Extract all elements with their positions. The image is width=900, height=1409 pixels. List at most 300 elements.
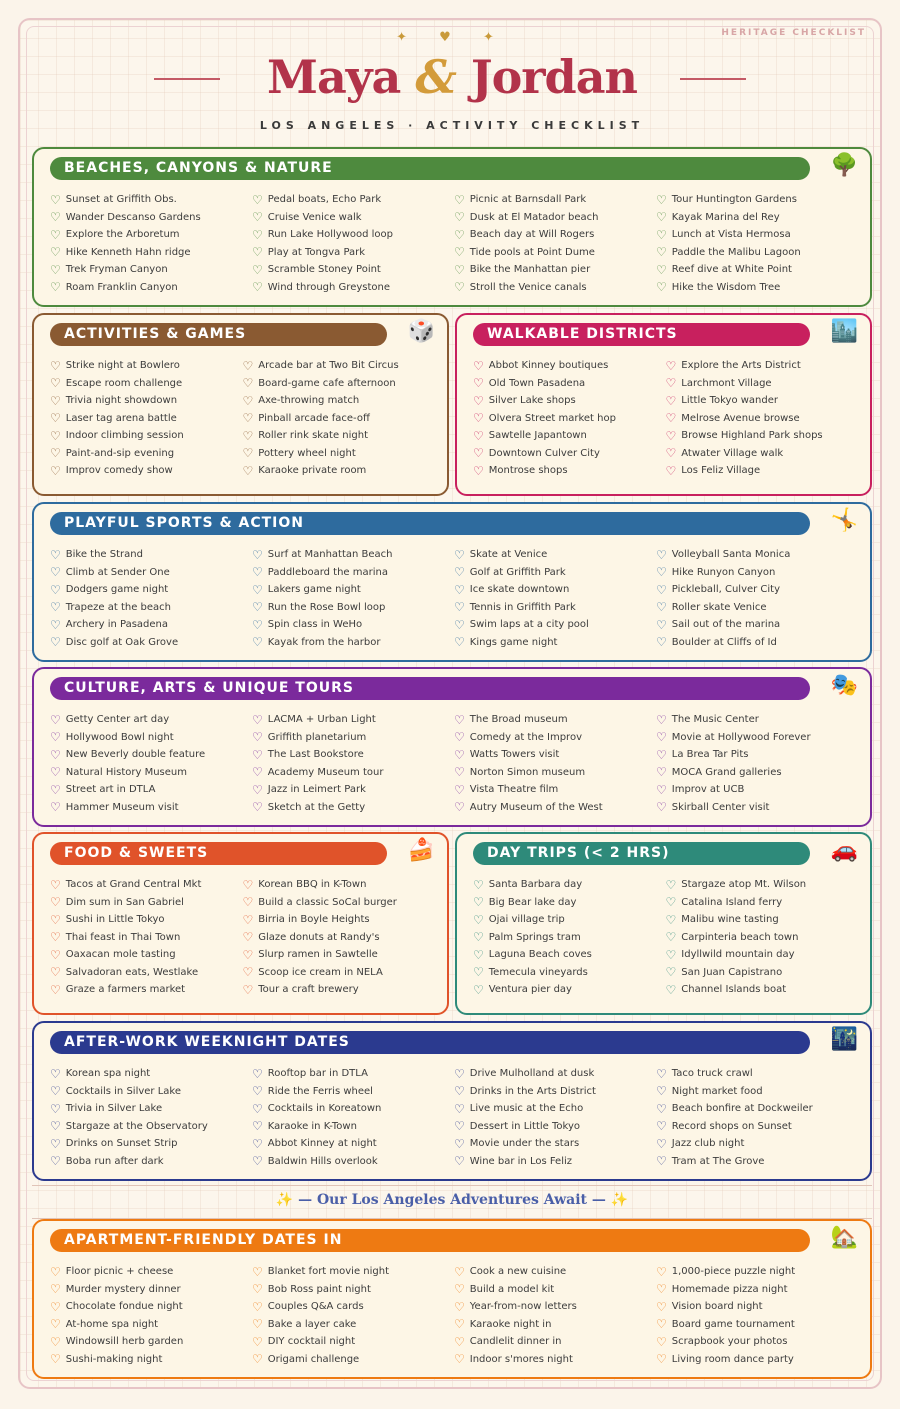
heart-outline-icon[interactable]: ♡ — [50, 1334, 61, 1349]
heart-outline-icon[interactable]: ♡ — [252, 262, 263, 277]
heart-outline-icon[interactable]: ♡ — [656, 600, 667, 615]
heart-outline-icon[interactable]: ♡ — [473, 446, 484, 461]
checklist-item[interactable] — [454, 226, 656, 244]
checklist-item[interactable] — [473, 964, 666, 982]
checklist-item[interactable] — [50, 1281, 252, 1299]
heart-outline-icon[interactable]: ♡ — [50, 782, 61, 797]
heart-outline-icon[interactable]: ♡ — [50, 358, 61, 373]
checklist-item[interactable] — [50, 929, 243, 947]
checklist-item[interactable] — [656, 1333, 858, 1351]
heart-outline-icon[interactable]: ♡ — [454, 635, 465, 650]
checklist-item[interactable] — [50, 375, 243, 393]
heart-outline-icon[interactable]: ♡ — [473, 393, 484, 408]
heart-outline-icon[interactable]: ♡ — [454, 245, 465, 260]
checklist-item[interactable] — [50, 634, 252, 652]
checklist-item[interactable] — [656, 781, 858, 799]
heart-outline-icon[interactable]: ♡ — [242, 428, 254, 443]
checklist-item[interactable] — [252, 1281, 454, 1299]
heart-outline-icon[interactable]: ♡ — [656, 635, 667, 650]
checklist-item[interactable] — [656, 226, 858, 244]
heart-outline-icon[interactable]: ♡ — [665, 877, 677, 892]
checklist-item[interactable] — [656, 1298, 858, 1316]
heart-outline-icon[interactable]: ♡ — [656, 800, 667, 815]
heart-outline-icon[interactable]: ♡ — [454, 227, 465, 242]
checklist-item[interactable] — [50, 1065, 252, 1083]
checklist-item[interactable] — [454, 1153, 656, 1171]
heart-outline-icon[interactable]: ♡ — [50, 547, 61, 562]
checklist-item[interactable] — [454, 1333, 656, 1351]
checklist-item[interactable] — [252, 226, 454, 244]
checklist-item[interactable] — [473, 929, 666, 947]
heart-outline-icon[interactable]: ♡ — [665, 358, 677, 373]
heart-outline-icon[interactable]: ♡ — [473, 463, 484, 478]
heart-outline-icon[interactable]: ♡ — [665, 912, 677, 927]
checklist-item[interactable] — [50, 946, 243, 964]
checklist-item[interactable] — [656, 1065, 858, 1083]
heart-outline-icon[interactable]: ♡ — [656, 262, 667, 277]
heart-outline-icon[interactable]: ♡ — [473, 411, 484, 426]
checklist-item[interactable] — [454, 1100, 656, 1118]
heart-outline-icon[interactable]: ♡ — [242, 877, 254, 892]
heart-outline-icon[interactable]: ♡ — [50, 1317, 61, 1332]
heart-outline-icon[interactable]: ♡ — [656, 210, 667, 225]
checklist-item[interactable] — [243, 981, 436, 999]
checklist-item[interactable] — [50, 427, 243, 445]
heart-outline-icon[interactable]: ♡ — [50, 192, 61, 207]
heart-outline-icon[interactable]: ♡ — [50, 1066, 61, 1081]
heart-outline-icon[interactable]: ♡ — [656, 1299, 667, 1314]
heart-outline-icon[interactable]: ♡ — [656, 1101, 667, 1116]
checklist-item[interactable] — [454, 279, 656, 297]
checklist-item[interactable] — [243, 410, 436, 428]
heart-outline-icon[interactable]: ♡ — [665, 376, 677, 391]
checklist-item[interactable] — [656, 634, 858, 652]
checklist-item[interactable] — [252, 1065, 454, 1083]
checklist-item[interactable] — [50, 410, 243, 428]
heart-outline-icon[interactable]: ♡ — [473, 428, 484, 443]
checklist-item[interactable] — [50, 226, 252, 244]
heart-outline-icon[interactable]: ♡ — [665, 982, 677, 997]
checklist-item[interactable] — [50, 729, 252, 747]
checklist-item[interactable] — [656, 1118, 858, 1136]
checklist-item[interactable] — [50, 711, 252, 729]
heart-outline-icon[interactable]: ♡ — [665, 965, 677, 980]
checklist-item[interactable] — [666, 462, 859, 480]
heart-outline-icon[interactable]: ♡ — [242, 982, 254, 997]
checklist-item[interactable] — [454, 581, 656, 599]
heart-outline-icon[interactable]: ♡ — [252, 582, 263, 597]
checklist-item[interactable] — [454, 634, 656, 652]
checklist-item[interactable] — [50, 616, 252, 634]
heart-outline-icon[interactable]: ♡ — [242, 895, 254, 910]
checklist-item[interactable] — [454, 799, 656, 817]
heart-outline-icon[interactable]: ♡ — [252, 1317, 263, 1332]
heart-outline-icon[interactable]: ♡ — [50, 227, 61, 242]
checklist-item[interactable] — [252, 634, 454, 652]
checklist-item[interactable] — [252, 599, 454, 617]
checklist-item[interactable] — [252, 1118, 454, 1136]
checklist-item[interactable] — [50, 799, 252, 817]
heart-outline-icon[interactable]: ♡ — [656, 565, 667, 580]
heart-outline-icon[interactable]: ♡ — [50, 730, 61, 745]
heart-outline-icon[interactable]: ♡ — [50, 1119, 61, 1134]
checklist-item[interactable] — [50, 911, 243, 929]
heart-outline-icon[interactable]: ♡ — [454, 1101, 465, 1116]
checklist-item[interactable] — [656, 1263, 858, 1281]
heart-outline-icon[interactable]: ♡ — [454, 1264, 465, 1279]
checklist-item[interactable] — [656, 564, 858, 582]
heart-outline-icon[interactable]: ♡ — [454, 565, 465, 580]
checklist-item[interactable] — [666, 894, 859, 912]
heart-outline-icon[interactable]: ♡ — [50, 376, 61, 391]
heart-outline-icon[interactable]: ♡ — [454, 712, 465, 727]
heart-outline-icon[interactable]: ♡ — [50, 280, 61, 295]
checklist-item[interactable] — [50, 581, 252, 599]
checklist-item[interactable] — [50, 1316, 252, 1334]
checklist-item[interactable] — [50, 445, 243, 463]
heart-outline-icon[interactable]: ♡ — [656, 1154, 667, 1169]
heart-outline-icon[interactable]: ♡ — [656, 1282, 667, 1297]
checklist-item[interactable] — [656, 746, 858, 764]
heart-outline-icon[interactable]: ♡ — [252, 1334, 263, 1349]
heart-outline-icon[interactable]: ♡ — [454, 1282, 465, 1297]
checklist-item[interactable] — [243, 929, 436, 947]
heart-outline-icon[interactable]: ♡ — [50, 1154, 61, 1169]
heart-outline-icon[interactable]: ♡ — [50, 600, 61, 615]
heart-outline-icon[interactable]: ♡ — [50, 210, 61, 225]
checklist-item[interactable] — [454, 764, 656, 782]
checklist-item[interactable] — [656, 261, 858, 279]
heart-outline-icon[interactable]: ♡ — [454, 1066, 465, 1081]
checklist-item[interactable] — [656, 581, 858, 599]
checklist-item[interactable] — [473, 375, 666, 393]
heart-outline-icon[interactable]: ♡ — [656, 1352, 667, 1367]
heart-outline-icon[interactable]: ♡ — [242, 463, 254, 478]
checklist-item[interactable] — [454, 244, 656, 262]
heart-outline-icon[interactable]: ♡ — [656, 582, 667, 597]
checklist-item[interactable] — [243, 894, 436, 912]
heart-outline-icon[interactable]: ♡ — [454, 600, 465, 615]
heart-outline-icon[interactable]: ♡ — [252, 765, 263, 780]
checklist-item[interactable] — [252, 244, 454, 262]
heart-outline-icon[interactable]: ♡ — [665, 895, 677, 910]
checklist-item[interactable] — [243, 392, 436, 410]
checklist-item[interactable] — [50, 964, 243, 982]
heart-outline-icon[interactable]: ♡ — [252, 635, 263, 650]
checklist-item[interactable] — [666, 375, 859, 393]
checklist-item[interactable] — [656, 279, 858, 297]
heart-outline-icon[interactable]: ♡ — [50, 582, 61, 597]
checklist-item[interactable] — [50, 781, 252, 799]
heart-outline-icon[interactable]: ♡ — [252, 1352, 263, 1367]
checklist-item[interactable] — [666, 410, 859, 428]
heart-outline-icon[interactable]: ♡ — [454, 1352, 465, 1367]
checklist-item[interactable] — [252, 1298, 454, 1316]
checklist-item[interactable] — [252, 1083, 454, 1101]
checklist-item[interactable] — [50, 279, 252, 297]
checklist-item[interactable] — [454, 746, 656, 764]
heart-outline-icon[interactable]: ♡ — [454, 1334, 465, 1349]
heart-outline-icon[interactable]: ♡ — [50, 1352, 61, 1367]
heart-outline-icon[interactable]: ♡ — [252, 192, 263, 207]
heart-outline-icon[interactable]: ♡ — [454, 747, 465, 762]
heart-outline-icon[interactable]: ♡ — [242, 411, 254, 426]
heart-outline-icon[interactable]: ♡ — [242, 965, 254, 980]
checklist-item[interactable] — [666, 911, 859, 929]
checklist-item[interactable] — [473, 981, 666, 999]
heart-outline-icon[interactable]: ♡ — [252, 1136, 263, 1151]
checklist-item[interactable] — [50, 546, 252, 564]
checklist-item[interactable] — [454, 1083, 656, 1101]
checklist-item[interactable] — [50, 1083, 252, 1101]
heart-outline-icon[interactable]: ♡ — [50, 393, 61, 408]
heart-outline-icon[interactable]: ♡ — [454, 1317, 465, 1332]
checklist-item[interactable] — [656, 764, 858, 782]
heart-outline-icon[interactable]: ♡ — [50, 617, 61, 632]
checklist-item[interactable] — [50, 1333, 252, 1351]
heart-outline-icon[interactable]: ♡ — [473, 358, 484, 373]
heart-outline-icon[interactable]: ♡ — [656, 1136, 667, 1151]
checklist-item[interactable] — [666, 445, 859, 463]
heart-outline-icon[interactable]: ♡ — [656, 1084, 667, 1099]
heart-outline-icon[interactable]: ♡ — [454, 192, 465, 207]
checklist-item[interactable] — [454, 209, 656, 227]
checklist-item[interactable] — [656, 711, 858, 729]
checklist-item[interactable] — [666, 427, 859, 445]
heart-outline-icon[interactable]: ♡ — [50, 565, 61, 580]
checklist-item[interactable] — [454, 711, 656, 729]
heart-outline-icon[interactable]: ♡ — [656, 1334, 667, 1349]
heart-outline-icon[interactable]: ♡ — [656, 1317, 667, 1332]
checklist-item[interactable] — [50, 764, 252, 782]
heart-outline-icon[interactable]: ♡ — [50, 245, 61, 260]
heart-outline-icon[interactable]: ♡ — [656, 245, 667, 260]
heart-outline-icon[interactable]: ♡ — [252, 730, 263, 745]
heart-outline-icon[interactable]: ♡ — [50, 947, 61, 962]
heart-outline-icon[interactable]: ♡ — [50, 895, 61, 910]
heart-outline-icon[interactable]: ♡ — [656, 280, 667, 295]
heart-outline-icon[interactable]: ♡ — [454, 782, 465, 797]
checklist-item[interactable] — [666, 929, 859, 947]
checklist-item[interactable] — [252, 1135, 454, 1153]
heart-outline-icon[interactable]: ♡ — [656, 1264, 667, 1279]
checklist-item[interactable] — [666, 964, 859, 982]
checklist-item[interactable] — [454, 564, 656, 582]
checklist-item[interactable] — [454, 1135, 656, 1153]
checklist-item[interactable] — [243, 876, 436, 894]
heart-outline-icon[interactable]: ♡ — [50, 635, 61, 650]
heart-outline-icon[interactable]: ♡ — [454, 1154, 465, 1169]
checklist-item[interactable] — [473, 911, 666, 929]
checklist-item[interactable] — [656, 1351, 858, 1369]
heart-outline-icon[interactable]: ♡ — [252, 227, 263, 242]
heart-outline-icon[interactable]: ♡ — [473, 877, 484, 892]
checklist-item[interactable] — [656, 1135, 858, 1153]
heart-outline-icon[interactable]: ♡ — [665, 463, 677, 478]
heart-outline-icon[interactable]: ♡ — [252, 547, 263, 562]
checklist-item[interactable] — [666, 392, 859, 410]
checklist-item[interactable] — [50, 1351, 252, 1369]
checklist-item[interactable] — [666, 357, 859, 375]
heart-outline-icon[interactable]: ♡ — [665, 930, 677, 945]
heart-outline-icon[interactable]: ♡ — [50, 1084, 61, 1099]
checklist-item[interactable] — [243, 357, 436, 375]
heart-outline-icon[interactable]: ♡ — [252, 245, 263, 260]
heart-outline-icon[interactable]: ♡ — [473, 376, 484, 391]
checklist-item[interactable] — [454, 616, 656, 634]
checklist-item[interactable] — [50, 1100, 252, 1118]
heart-outline-icon[interactable]: ♡ — [454, 1136, 465, 1151]
checklist-item[interactable] — [656, 1100, 858, 1118]
checklist-item[interactable] — [454, 1316, 656, 1334]
checklist-item[interactable] — [50, 1298, 252, 1316]
heart-outline-icon[interactable]: ♡ — [252, 617, 263, 632]
checklist-item[interactable] — [454, 1065, 656, 1083]
heart-outline-icon[interactable]: ♡ — [454, 800, 465, 815]
checklist-item[interactable] — [252, 1263, 454, 1281]
checklist-item[interactable] — [656, 244, 858, 262]
heart-outline-icon[interactable]: ♡ — [252, 600, 263, 615]
checklist-item[interactable] — [252, 1153, 454, 1171]
heart-outline-icon[interactable]: ♡ — [665, 947, 677, 962]
checklist-item[interactable] — [50, 392, 243, 410]
heart-outline-icon[interactable]: ♡ — [50, 1264, 61, 1279]
checklist-item[interactable] — [243, 427, 436, 445]
heart-outline-icon[interactable]: ♡ — [252, 280, 263, 295]
heart-outline-icon[interactable]: ♡ — [454, 1299, 465, 1314]
checklist-item[interactable] — [656, 599, 858, 617]
heart-outline-icon[interactable]: ♡ — [50, 411, 61, 426]
heart-outline-icon[interactable]: ♡ — [252, 1101, 263, 1116]
checklist-item[interactable] — [473, 392, 666, 410]
checklist-item[interactable] — [50, 357, 243, 375]
heart-outline-icon[interactable]: ♡ — [50, 1101, 61, 1116]
heart-outline-icon[interactable]: ♡ — [473, 895, 484, 910]
checklist-item[interactable] — [252, 781, 454, 799]
heart-outline-icon[interactable]: ♡ — [473, 965, 484, 980]
heart-outline-icon[interactable]: ♡ — [252, 210, 263, 225]
checklist-item[interactable] — [252, 564, 454, 582]
heart-outline-icon[interactable]: ♡ — [656, 765, 667, 780]
checklist-item[interactable] — [252, 1316, 454, 1334]
checklist-item[interactable] — [454, 1118, 656, 1136]
heart-outline-icon[interactable]: ♡ — [50, 800, 61, 815]
checklist-item[interactable] — [656, 799, 858, 817]
heart-outline-icon[interactable]: ♡ — [656, 192, 667, 207]
checklist-item[interactable] — [50, 1263, 252, 1281]
checklist-item[interactable] — [252, 799, 454, 817]
heart-outline-icon[interactable]: ♡ — [454, 262, 465, 277]
heart-outline-icon[interactable]: ♡ — [50, 877, 61, 892]
heart-outline-icon[interactable]: ♡ — [242, 446, 254, 461]
heart-outline-icon[interactable]: ♡ — [454, 1084, 465, 1099]
checklist-item[interactable] — [252, 546, 454, 564]
heart-outline-icon[interactable]: ♡ — [50, 912, 61, 927]
checklist-item[interactable] — [656, 729, 858, 747]
checklist-item[interactable] — [473, 946, 666, 964]
checklist-item[interactable] — [473, 357, 666, 375]
heart-outline-icon[interactable]: ♡ — [665, 393, 677, 408]
heart-outline-icon[interactable]: ♡ — [665, 411, 677, 426]
checklist-item[interactable] — [252, 711, 454, 729]
checklist-item[interactable] — [50, 1153, 252, 1171]
checklist-item[interactable] — [252, 209, 454, 227]
heart-outline-icon[interactable]: ♡ — [473, 912, 484, 927]
heart-outline-icon[interactable]: ♡ — [665, 428, 677, 443]
heart-outline-icon[interactable]: ♡ — [252, 1299, 263, 1314]
heart-outline-icon[interactable]: ♡ — [473, 930, 484, 945]
checklist-item[interactable] — [656, 546, 858, 564]
heart-outline-icon[interactable]: ♡ — [252, 782, 263, 797]
checklist-item[interactable] — [50, 981, 243, 999]
heart-outline-icon[interactable]: ♡ — [252, 712, 263, 727]
checklist-item[interactable] — [454, 781, 656, 799]
checklist-item[interactable] — [666, 946, 859, 964]
heart-outline-icon[interactable]: ♡ — [50, 1299, 61, 1314]
checklist-item[interactable] — [454, 546, 656, 564]
checklist-item[interactable] — [252, 261, 454, 279]
checklist-item[interactable] — [666, 981, 859, 999]
checklist-item[interactable] — [252, 191, 454, 209]
heart-outline-icon[interactable]: ♡ — [50, 463, 61, 478]
heart-outline-icon[interactable]: ♡ — [50, 982, 61, 997]
heart-outline-icon[interactable]: ♡ — [252, 565, 263, 580]
heart-outline-icon[interactable]: ♡ — [242, 912, 254, 927]
checklist-item[interactable] — [50, 1118, 252, 1136]
heart-outline-icon[interactable]: ♡ — [50, 1282, 61, 1297]
heart-outline-icon[interactable]: ♡ — [252, 1066, 263, 1081]
checklist-item[interactable] — [50, 599, 252, 617]
heart-outline-icon[interactable]: ♡ — [252, 1264, 263, 1279]
heart-outline-icon[interactable]: ♡ — [50, 930, 61, 945]
heart-outline-icon[interactable]: ♡ — [242, 930, 254, 945]
heart-outline-icon[interactable]: ♡ — [454, 730, 465, 745]
checklist-item[interactable] — [454, 1351, 656, 1369]
checklist-item[interactable] — [252, 746, 454, 764]
checklist-item[interactable] — [454, 729, 656, 747]
heart-outline-icon[interactable]: ♡ — [454, 280, 465, 295]
heart-outline-icon[interactable]: ♡ — [50, 1136, 61, 1151]
checklist-item[interactable] — [50, 462, 243, 480]
checklist-item[interactable] — [252, 729, 454, 747]
heart-outline-icon[interactable]: ♡ — [252, 1084, 263, 1099]
checklist-item[interactable] — [252, 1351, 454, 1369]
heart-outline-icon[interactable]: ♡ — [242, 358, 254, 373]
checklist-item[interactable] — [50, 746, 252, 764]
heart-outline-icon[interactable]: ♡ — [50, 747, 61, 762]
checklist-item[interactable] — [243, 964, 436, 982]
heart-outline-icon[interactable]: ♡ — [473, 947, 484, 962]
heart-outline-icon[interactable]: ♡ — [656, 712, 667, 727]
heart-outline-icon[interactable]: ♡ — [665, 446, 677, 461]
checklist-item[interactable] — [473, 894, 666, 912]
checklist-item[interactable] — [243, 375, 436, 393]
checklist-item[interactable] — [666, 876, 859, 894]
heart-outline-icon[interactable]: ♡ — [252, 1119, 263, 1134]
checklist-item[interactable] — [50, 244, 252, 262]
checklist-item[interactable] — [243, 946, 436, 964]
heart-outline-icon[interactable]: ♡ — [242, 376, 254, 391]
heart-outline-icon[interactable]: ♡ — [454, 765, 465, 780]
checklist-item[interactable] — [656, 1153, 858, 1171]
checklist-item[interactable] — [473, 462, 666, 480]
heart-outline-icon[interactable]: ♡ — [50, 712, 61, 727]
heart-outline-icon[interactable]: ♡ — [242, 947, 254, 962]
checklist-item[interactable] — [243, 911, 436, 929]
heart-outline-icon[interactable]: ♡ — [252, 1154, 263, 1169]
checklist-item[interactable] — [252, 1333, 454, 1351]
heart-outline-icon[interactable]: ♡ — [454, 547, 465, 562]
